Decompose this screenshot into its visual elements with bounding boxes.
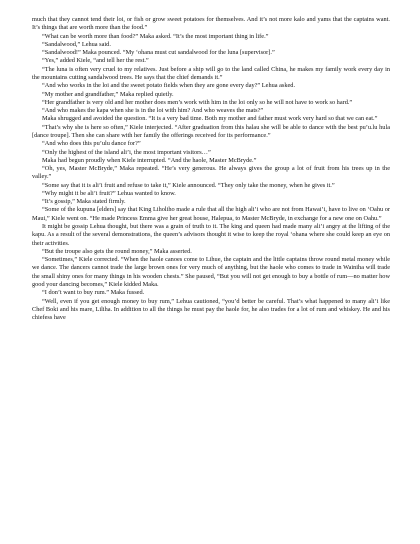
paragraph: “Her grandfather is very old and her mother does men’s work with him in the loi only so he will not have to work so hard.”: [42, 98, 353, 106]
paragraph: “Sandalwood,” Lehua said.: [42, 40, 111, 48]
paragraph: “Only the highest of the island ali’i, the most important visitors…”: [42, 148, 211, 156]
paragraph: “It’s gossip,” Maka stated firmly.: [42, 198, 126, 206]
paragraph: “Sandalwood!” Maka pounced. “My ‘ohana must cut sandalwood for the luna [supervisor].”: [42, 49, 275, 57]
paragraph: Maka shrugged and avoided the question. “It is a very bad time. Both my mother and father must work very hard so that we can eat.”: [42, 115, 378, 123]
body-text: [32, 16, 390, 322]
paragraph: “Some say that it is ali’i fruit and refuse to take it,” Kiele announced. “They only take the money, when he gives it.”: [42, 181, 335, 189]
paragraph: “And who does this pu’ulu dance for?”: [42, 140, 141, 148]
paragraph: “And who makes the kapa when she is in the loi with him? And who weaves the mats?”: [42, 107, 264, 115]
paragraph: “Oh, yes, Master McBryde,” Maka repeated. “He’s very generous. He always gives the group a lot of fruit from his trees up in the valley.”: [32, 165, 390, 181]
paragraph: “And who works in the loi and the sweet potato fields when they are gone every day?” Lehua asked.: [42, 82, 296, 90]
paragraph: “I don’t want to buy rum.” Maka fussed.: [42, 289, 145, 297]
paragraph: “My mother and grandfather,” Maka replied quietly.: [42, 90, 174, 98]
paragraph: much that they cannot tend their loi, or fish or grow sweet potatoes for themselves. And it’s not more kalo and yams that the captains want. It’s things that are worth more than the food.”: [32, 16, 390, 32]
paragraph: “What can be worth more than food?” Maka asked. “It’s the most important thing in life.”: [42, 32, 269, 40]
paragraph: “Well, even if you get enough money to buy rum,” Lehua cautioned, “you’d better be careful. That’s what happened to many ali’i like Chef Boki and his mare, Liliha. In addition to all the things he must pay the haole for, he also trades for a lot of rum and whiskey. He and his chiefess have: [32, 297, 390, 322]
paragraph: “Some of the kupuna [elders] say that King Liholiho made a rule that all the high ali’i who are not from Hawai’i, have to live on ‘Oahu or Maui,” Kiele went on. “He made Princess Emma give her great house, Halepua, to Master McBryde, in exchange for a new one on Oahu.”: [32, 206, 390, 222]
paragraph: “Sometimes,” Kiele corrected. “When the haole canoes come to Lihue, the captain and the little captains throw round metal money while we dance. The dancers cannot trade the large brown ones for very much of anything, but the haole who comes to trade in Wainiha will trade the small shiny ones for many things in his wooden chests.” She paused, “But you will not get enough to buy a bottle of rum—no matter how good your dancing becomes,” Kiele kidded Maka.: [32, 256, 390, 288]
paragraph: “Why might it be ali’i fruit?” Lehua wanted to know.: [42, 189, 176, 197]
paragraph: It might be gossip Lehua thought, but there was a grain of truth to it. The king and queen had made many ali’i angry at the lifting of the kapu. As a result of the several demonstrations, the queen’s advisors thought it wise to keep the royal ‘ohana where she could keep an eye on their activities.: [32, 223, 390, 247]
paragraph: Maka had begun proudly when Kiele interrupted. “And the haole, Master McBryde.”: [42, 156, 257, 164]
paragraph: “But the troupe also gets the round money,” Maka asserted.: [42, 247, 192, 255]
paragraph: “Yes,” added Kiele, “and tell her the rest.”: [42, 57, 149, 65]
paragraph: “That’s why she is here so often,” Kiele interjected. “After graduation from this halau she will be able to dance with the best pu’u.lu hula [dance troupe]. Then she can share with her family the offerings received for its performance.”: [32, 123, 390, 139]
paragraph: “The luna is often very cruel to my relatives. Just before a ship will go to the land called China, he makes my family work every day in the mountains cutting sandalwood trees. He says that the chief demands it.”: [32, 65, 390, 81]
